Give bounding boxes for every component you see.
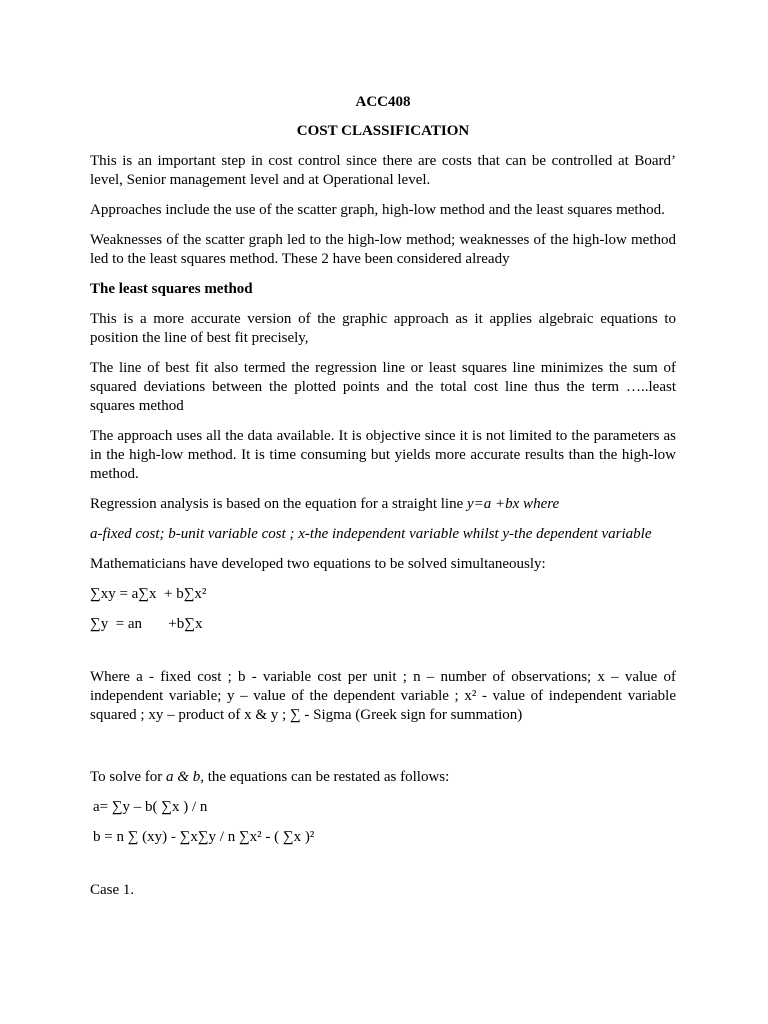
least-squares-paragraph-2: The line of best fit also termed the regression line or least squares line minimizes the sum of squared deviations between the plotted points and the total cost line thus the term …..least squares method bbox=[90, 360, 676, 414]
section-heading: The least squares method bbox=[90, 281, 253, 297]
blank-line bbox=[90, 736, 676, 768]
solve-suffix: , the equations can be restated as follows: bbox=[200, 769, 450, 785]
document-title: COST CLASSIFICATION bbox=[296, 123, 470, 139]
regression-paragraph bbox=[90, 495, 676, 514]
course-code: ACC408 bbox=[355, 94, 411, 110]
blank-line bbox=[90, 645, 676, 668]
regression-equation: y=a +bx where bbox=[467, 496, 560, 512]
least-squares-paragraph-3: The approach uses all the data available. It is objective since it is not limited to the parameters as in the high-low method. It is time consuming but yields more accurate results than the high-low method. bbox=[90, 428, 676, 482]
where-explanation: Where a - fixed cost ; b - variable cost per unit ; n – number of observations; x – value of independent variable; y – value of the dependent variable ; x² - value of independent variable squared ; xy – product of x & y ; ∑ - Sigma (Greek sign for summation) bbox=[90, 669, 676, 723]
case-label: Case 1. bbox=[90, 882, 135, 898]
regression-prefix: Regression analysis is based on the equation for a straight line bbox=[90, 496, 467, 512]
equations-intro: Mathematicians have developed two equations to be solved simultaneously: bbox=[90, 556, 546, 572]
document-page bbox=[90, 93, 676, 911]
intro-paragraph-1: This is an important step in cost control since there are costs that can be controlled at Board’ level, Senior management level and at Operational level. bbox=[90, 153, 676, 188]
blank-line bbox=[90, 858, 676, 881]
solve-variables: a & b bbox=[166, 769, 201, 785]
formula-a: a= ∑y – b( ∑x ) / n bbox=[93, 799, 208, 815]
least-squares-paragraph-1: This is a more accurate version of the graphic approach as it applies algebraic equations to position the line of best fit precisely, bbox=[90, 311, 676, 346]
solve-paragraph bbox=[90, 768, 676, 787]
formula-b: b = n ∑ (xy) - ∑x∑y / n ∑x² - ( ∑x )² bbox=[93, 829, 315, 845]
variable-definitions: a-fixed cost; b-unit variable cost ; x-the independent variable whilst y-the dependent variable bbox=[90, 526, 652, 542]
equation-1: ∑xy = a∑x + b∑x² bbox=[90, 586, 207, 602]
solve-prefix: To solve for bbox=[90, 769, 167, 785]
intro-paragraph-3: Weaknesses of the scatter graph led to the high-low method; weaknesses of the high-low method led to the least squares method. These 2 have been considered already bbox=[90, 232, 676, 267]
intro-paragraph-2: Approaches include the use of the scatter graph, high-low method and the least squares method. bbox=[90, 202, 665, 218]
equation-2: ∑y = an +b∑x bbox=[90, 616, 203, 632]
